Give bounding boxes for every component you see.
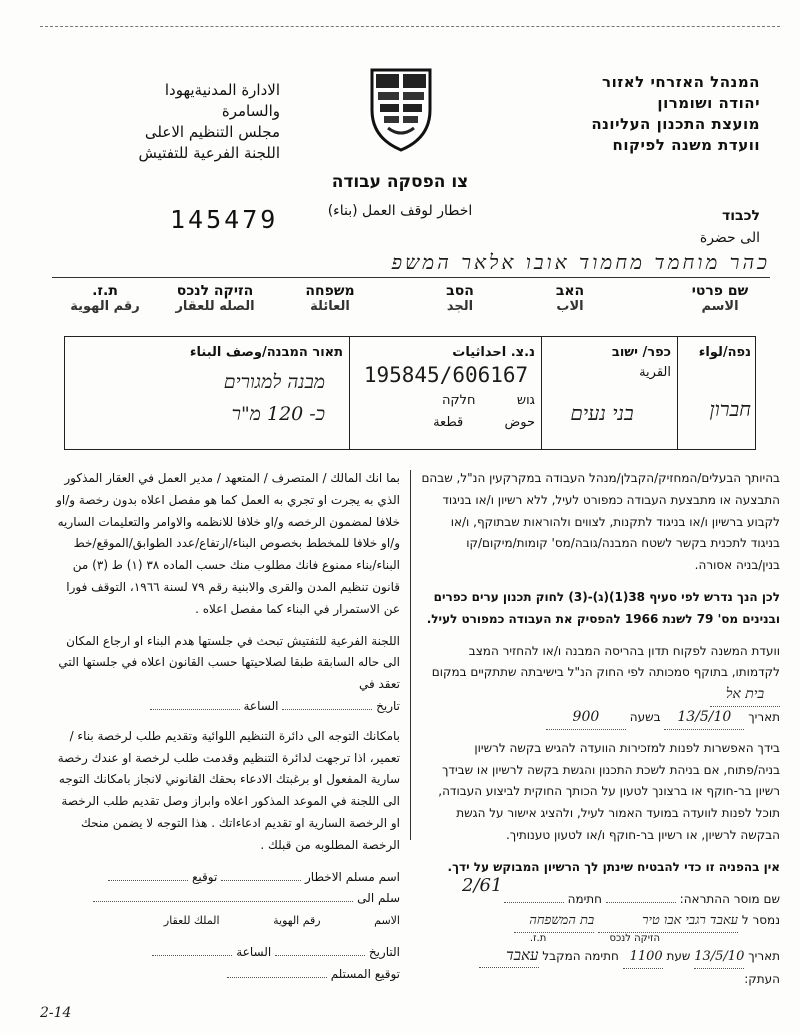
building-desc-label: תאור המבנה/وصف البناء	[189, 345, 343, 360]
receipt-date-value: 13/5/10	[694, 946, 744, 969]
arabic-receiver-sig-row	[50, 964, 400, 986]
arabic-receiver-sig-field	[227, 977, 327, 978]
arabic-owner-label: الملك للعقار	[163, 914, 220, 928]
arabic-hour-label: الساعة	[243, 698, 279, 713]
arabic-receiver-sig-label: توقيع المستلم	[330, 966, 400, 981]
hebrew-para: אין בהפניה זו כדי להבטיח שינתן לך הרשיון המבוקש על ידך.	[447, 859, 780, 874]
receipt-hour-label: שעת	[666, 949, 691, 964]
arabic-sub-labels	[50, 910, 400, 932]
col-label-ar: الاب	[556, 299, 584, 314]
col-label-he: האב	[555, 283, 585, 299]
col-grandfather	[410, 283, 510, 314]
recipient-row	[420, 910, 780, 933]
arabic-meeting-row	[50, 696, 400, 718]
hebrew-para-text: וועדת המשנה לפקוח תדון בהריסה המבנה ו/או להחזיר המצב לקדמותו, בתוקף סמכותה לפי החוק הנ"ל בישיבתה שתתקיים במקום	[431, 643, 780, 680]
relation-label: הזיקה לנכס	[609, 933, 660, 945]
recipient-label: נמסר ל	[741, 913, 780, 928]
receiver-sig-value: עאבד	[479, 945, 539, 968]
arabic-name-label: الاسم	[374, 914, 400, 928]
location-box	[64, 336, 756, 450]
coords-value: 195845/606167	[363, 363, 529, 387]
arabic-signature-field	[108, 880, 188, 881]
deliverer-field	[606, 902, 676, 903]
box-divider	[677, 337, 678, 449]
order-title-hebrew: צו הפסקה עבודה	[331, 172, 469, 192]
col-property-relation	[160, 283, 270, 314]
arabic-delivered-to-field	[93, 901, 353, 902]
arabic-hour-field	[150, 709, 240, 710]
col-label-ar: الاسم	[701, 299, 739, 314]
hebrew-header-line: מועצת התכנון העליונה	[591, 115, 760, 133]
receipt-row	[420, 945, 780, 969]
village-label-he: כפר/ ישוב	[611, 345, 671, 360]
meeting-date-value: 13/5/10	[664, 707, 744, 730]
arabic-body	[50, 468, 400, 986]
arabic-receipt-hour-label: الساعة	[236, 944, 272, 959]
gush-label-ar: حوض	[504, 415, 535, 430]
meeting-date-row	[420, 707, 780, 730]
arabic-para: بامكانك التوجه الى دائرة التنظيم اللوائية وتقديم طلب لرخصة بناء / تعمير، اذا ترجهت لدائرة التنظيم وقدمت طلب لرخصة او عندك رخصة سارية المفعول او برغبتك الادعاء بحقك القانوني لانجاز بامكانك التوجه الى اللجنة في الموعد المذكور اعلاه وابراز وصل تقديم طلب الرخصة او الرخصة السارية او تقديم ادعاءاتك . هذا التوجه لا يضمن منحك الرخصة المطلوبه من قبلك .	[57, 728, 400, 852]
arabic-header-line: مجلس التنظيم الاعلى	[144, 123, 280, 141]
arabic-deliverer-row	[50, 867, 400, 889]
hebrew-header-line: וועדת משנה לפיקוח	[612, 136, 760, 154]
deliverer-label: שם מוסר ההתראה:	[679, 891, 780, 906]
hebrew-para: בידך האפשרות לפנות למזכירות הוועדה להגיש בקשה לרשיון בניה/פתוח, אם בניהת לשכת התכנון והגשת בקשה לרשיון או שבידך רשיון בר-חוקף או ברצונך לטעון על הכותך החוקית לביצוע העבודה, תוכל לפנות לוועדה במועד האמור לעיל, ולהציג אישור על הגשת הבקשה לרשיון, או רשיון בר-חוקף ו/או לטעון טענותיך.	[438, 740, 780, 842]
shield-emblem-icon	[368, 66, 434, 152]
col-label-ar: رقم الهوية	[70, 299, 140, 314]
arabic-header-line: الادارة المدنيةيهودا	[164, 81, 280, 99]
recipient-sub-labels	[420, 933, 780, 945]
arabic-header-line: اللجنة الفرعية للتفتيش	[138, 144, 280, 162]
village-value: בני נעים	[570, 401, 634, 425]
col-family	[280, 283, 380, 314]
hebrew-para: בהיותך הבעלים/המחזיק/הקבלן/מנהל העבודה במקרקעין הנ"ל, שבהם התבצעה או מתבצעת העבודה כמפורט לעיל, ללא רשיון ו/או בניגוד לקבוע ברשיון ו/או בניגוד לתקנות, לצווים ולהוראות שבתוקף, ו/או בניגוד לתכנית בקשר לשטח המבנה/גובה/מס' קומות/מיקום/קו בנין/בניה אסורה.	[421, 471, 780, 573]
arabic-receipt-date-label: التاريخ	[368, 944, 400, 959]
copy-row: העתק:	[744, 971, 780, 986]
order-number: 145479	[170, 205, 279, 234]
col-label-ar: الجد	[446, 299, 474, 314]
arabic-header-line: والسامرة	[221, 102, 280, 120]
col-father	[520, 283, 620, 314]
meeting-date-label: תאריך	[748, 709, 780, 724]
hebrew-body	[420, 468, 780, 991]
helka-label-he: חלקה	[441, 393, 476, 408]
arabic-receipt-hour-field	[152, 955, 232, 956]
col-label-he: הזיקה לנכס	[176, 283, 254, 299]
district-value: חברון	[709, 397, 751, 421]
addressee-label-hebrew: לכבוד	[722, 208, 760, 224]
arabic-delivered-to-row	[50, 888, 400, 910]
col-label-ar: العائلة	[310, 299, 350, 314]
relation-value: בת המשפחה	[514, 910, 594, 933]
signature-field	[504, 902, 564, 903]
receiver-sig-label: חתימה המקבל	[542, 949, 619, 964]
arabic-date-label: تاريخ	[376, 698, 400, 713]
arabic-delivered-to-label: سلم الى	[357, 891, 400, 906]
coords-label: נ.צ. احداثيات	[452, 345, 535, 360]
top-border-line	[40, 26, 780, 27]
hebrew-para	[420, 641, 780, 707]
col-label-he: הסב	[446, 283, 474, 299]
handwritten-addressee-name: כהר מוחמד מחמוד אובו אלאר המשפ	[391, 250, 770, 274]
hebrew-header-line: יהודה ושומרון	[657, 94, 760, 112]
box-divider	[541, 337, 542, 449]
meeting-place: בית אל	[710, 684, 780, 707]
arabic-deliverer-label: اسم مسلم الاخطار	[305, 869, 400, 884]
arabic-para: بما انك المالك / المتصرف / المتعهد / مدير العمل في العقار المذكور الذي به يجرت او تجري به العمل كما هو مفصل اعلاه بدون رخصة و/او خلافا لمضمون الرخصه و/او خلافا للانظمه والاوامر والتعليمات الساريه و/او خلافا للمخطط بخصوص البناء/ارتفاع/عدد الطوابق/الموقع/خط البناء/بناء ممنوع فانك مطلوب منك حسب الماده ٣٨ (١) ط (٣) من قانون تنظيم المدن والقرى والابنية رقم ٧٩ لسنة ١٩٦٦، التوقف فورا عن الاستمرار في البناء كما مفصل اعلاه .	[56, 471, 400, 616]
addressee-label-arabic: الى حضرة	[699, 230, 760, 246]
hebrew-para: לכן הנך נדרש לפי סעיף 38(1)(ג)-(3) לחוק תכנון ערים כפרים ובנינים מס' 79 לשנת 1966 להפסיק את העבודה כמפורט לעיל.	[426, 589, 780, 626]
col-id-number	[60, 283, 150, 314]
receipt-date-label: תאריך	[748, 949, 780, 964]
id-label: ת.ז.	[529, 933, 547, 945]
handwritten-page-mark: 2/61	[462, 875, 503, 896]
recipient-value: עאבד רגבי אבו טיר	[598, 910, 738, 933]
meeting-hour-label: בשעה	[629, 709, 661, 724]
col-label-ar: الصله للعقار	[175, 299, 255, 314]
addressee-name-row	[52, 250, 770, 278]
meeting-hour-value: 900	[546, 707, 626, 730]
arabic-header	[60, 80, 280, 164]
arabic-deliverer-field	[221, 880, 301, 881]
receipt-hour-value: 1100	[623, 946, 663, 969]
col-label-he: שם פרטי	[691, 283, 749, 299]
column-divider	[410, 470, 411, 840]
col-label-he: ת.ז.	[92, 283, 118, 299]
order-title-arabic: اخطار لوقف العمل (بناء)	[327, 203, 473, 219]
hebrew-header	[500, 72, 760, 156]
arabic-date-field	[282, 709, 372, 710]
gush-helka-he	[355, 393, 535, 408]
arabic-para: اللجنة الفرعية للتفتيش تبحث في جلستها هدم البناء او ارجاع المكان الى حاله السابقة طبقا لصلاحيتها حسب القانون اعلاه في جلستها التي تعقد في	[58, 633, 400, 692]
gush-label-he: גוש	[516, 393, 535, 408]
arabic-id-label: رقم الهوية	[273, 914, 321, 928]
hebrew-header-line: המנהל האזרחי לאזור	[602, 73, 760, 91]
building-desc-line1: מבנה למגורים	[223, 371, 325, 393]
col-first-name	[670, 283, 770, 314]
village-label-ar: القرية	[639, 365, 671, 380]
arabic-receipt-row	[50, 942, 400, 964]
arabic-signature-label: توقيع	[192, 869, 218, 884]
gush-helka-ar	[355, 415, 535, 430]
box-divider	[349, 337, 350, 449]
signature-label: חתימה	[567, 891, 603, 906]
building-desc-line2: כ- 120 מ"ר	[231, 403, 325, 425]
helka-label-ar: قطعة	[433, 415, 464, 430]
arabic-receipt-date-field	[275, 955, 365, 956]
handwritten-corner-mark: 2-14	[40, 1005, 72, 1021]
col-label-he: משפחה	[305, 283, 355, 299]
district-label: נפה/لواء	[698, 345, 751, 360]
